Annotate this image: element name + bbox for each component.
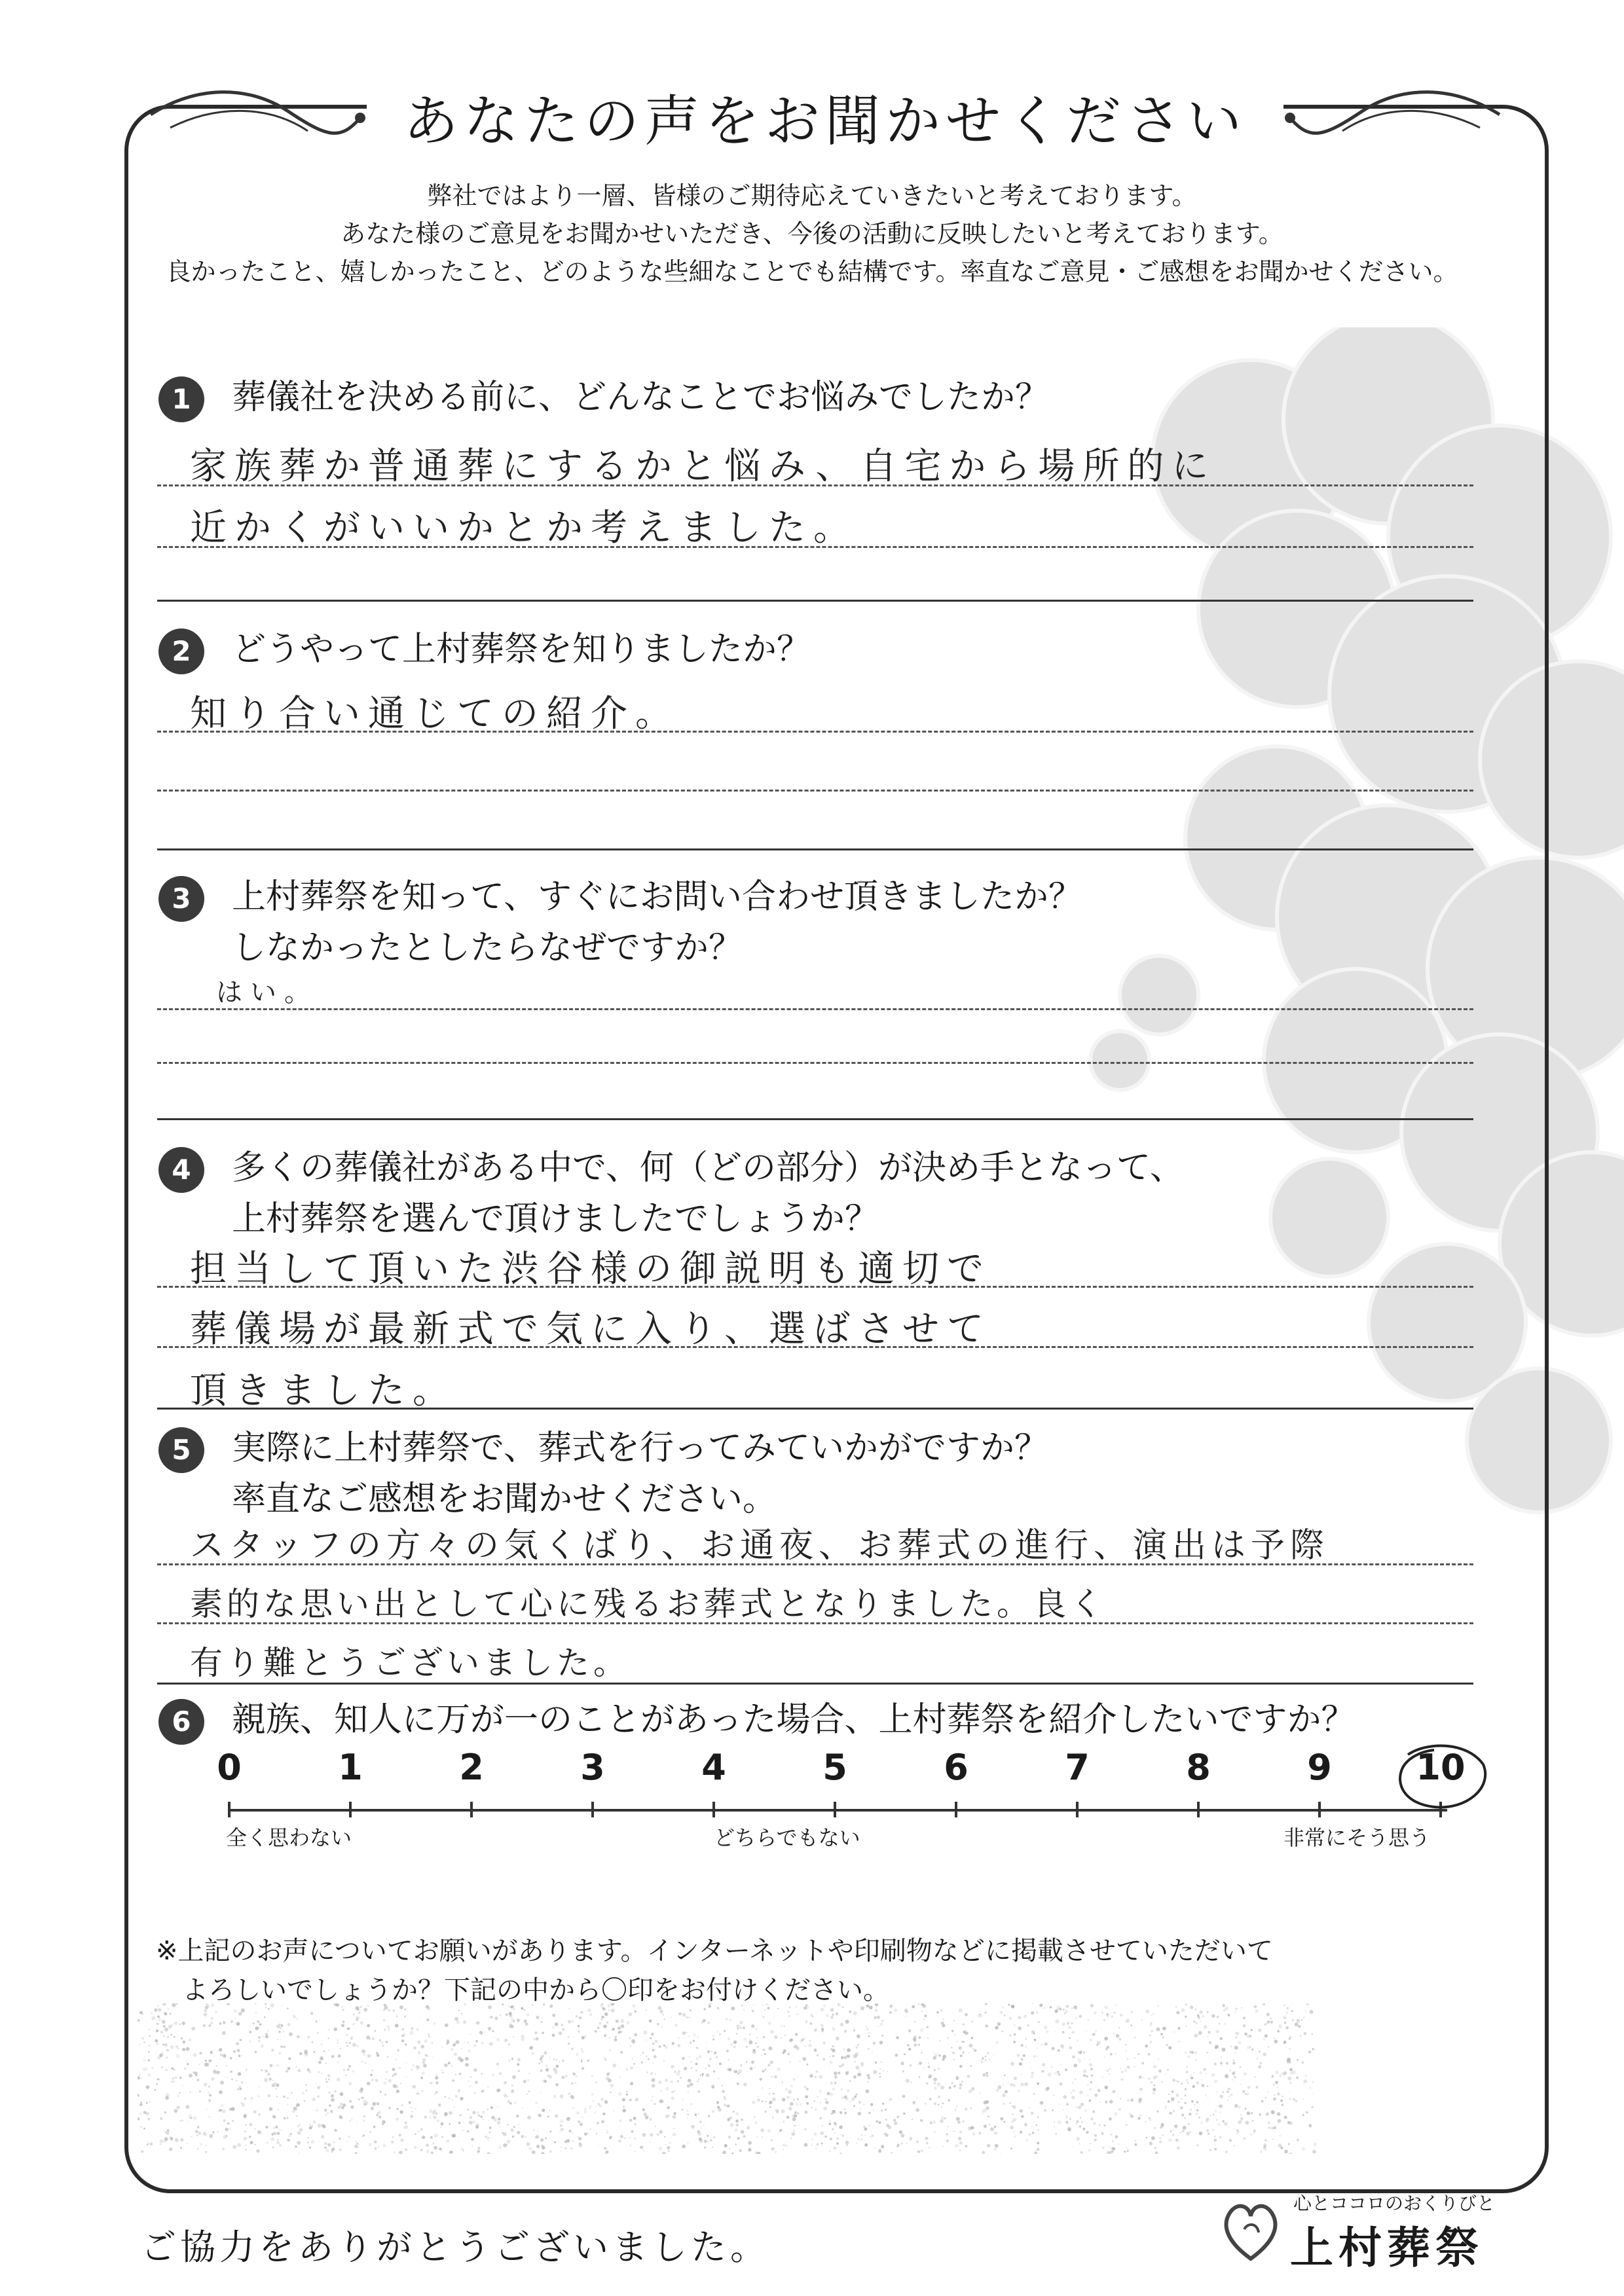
section-divider xyxy=(157,848,1473,850)
question-text: 上村葬祭を選んで頂けましたでしょうか？ xyxy=(232,1199,879,1239)
answer-text: 近かくがいいかとか考えました。 xyxy=(190,507,858,549)
scale-tick-mark xyxy=(1318,1802,1321,1817)
intro-line: あなた様のご意見をお聞かせいただき、今後の活動に反映したいと考えております。 xyxy=(341,219,1283,248)
scale-tick-mark xyxy=(1076,1802,1079,1817)
scale-tick-mark xyxy=(834,1802,836,1817)
answer-text: 知り合い通じての紹介。 xyxy=(190,693,680,735)
question-number-badge: 2 xyxy=(158,629,204,674)
left-flourish-icon xyxy=(144,79,367,151)
intro-line: 弊社ではより一層、皆様のご期待応えていきたいと考えております。 xyxy=(427,181,1197,210)
question-text: どうやって上村葬祭を知りましたか？ xyxy=(232,630,811,669)
scale-tick-label[interactable]: 10 xyxy=(1416,1747,1466,1788)
answer-text: 有り難とうございました。 xyxy=(190,1644,630,1682)
scale-tick-mark xyxy=(712,1802,715,1817)
title-container xyxy=(367,85,1283,157)
answer-text: 頂きました。 xyxy=(190,1370,457,1412)
heart-logo-icon xyxy=(1218,2193,1283,2265)
answer-line xyxy=(157,1008,1473,1010)
scale-label-mid: どちらでもない xyxy=(714,1825,860,1850)
question-text: 実際に上村葬祭で、葬式を行ってみていかがですか？ xyxy=(232,1429,1048,1468)
scale-tick-mark xyxy=(591,1802,594,1817)
intro-line: 良かったこと、嬉しかったこと、どのような些細なことでも結構です。率直なご意見・ご感想をお聞かせください。 xyxy=(166,257,1458,286)
scale-tick-label[interactable]: 4 xyxy=(701,1747,726,1788)
scale-tick-label[interactable]: 8 xyxy=(1186,1747,1211,1788)
scale-tick-label[interactable]: 1 xyxy=(338,1747,363,1788)
intro-text xyxy=(151,177,1473,291)
question-number-badge: 1 xyxy=(158,376,204,422)
question-text: 多くの葬儀社がある中で、何（どの部分）が決め手となって、 xyxy=(232,1148,1184,1188)
scale-label-right: 非常にそう思う xyxy=(1283,1825,1431,1850)
scale-tick-mark xyxy=(349,1802,352,1817)
scale-tick-label[interactable]: 7 xyxy=(1065,1747,1090,1788)
answer-line xyxy=(157,1062,1473,1064)
scale-tick-mark xyxy=(470,1802,473,1817)
selected-rating-circle-icon xyxy=(1388,1738,1493,1817)
section-divider xyxy=(157,1118,1473,1120)
note-line: ※上記のお声についてお願いがあります。インターネットや印刷物などに掲載させていただいて xyxy=(156,1936,1273,1966)
scale-tick-label[interactable]: 9 xyxy=(1307,1747,1332,1788)
question-number-badge: 5 xyxy=(158,1427,204,1473)
answer-text: 葬儀場が最新式で気に入り、選ばさせて xyxy=(190,1308,991,1351)
question-text: 親族、知人に万が一のことがあった場合、上村葬祭を紹介したいですか？ xyxy=(232,1700,1356,1740)
answer-text: はい。 xyxy=(216,977,318,1008)
publication-request-note xyxy=(156,1931,1466,2010)
logo-tagline: 心とココロのおくりびと xyxy=(1293,2193,1496,2214)
scale-tick-label[interactable]: 6 xyxy=(944,1747,969,1788)
scale-label-left: 全く思わない xyxy=(226,1825,352,1850)
section-divider xyxy=(157,600,1473,602)
answer-text: 家族葬か普通葬にするかと悩み、自宅から場所的に xyxy=(190,445,1217,488)
answer-text: スタッフの方々の気くばり、お通夜、お葬式の進行、演出は予際 xyxy=(190,1526,1330,1565)
answer-line xyxy=(157,790,1473,792)
question-number-badge: 4 xyxy=(158,1147,204,1193)
thanks-message: ご協力をありがとうございました。 xyxy=(141,2227,769,2268)
scale-tick-label[interactable]: 2 xyxy=(459,1747,484,1788)
scale-tick-mark xyxy=(228,1802,231,1817)
scan-noise-area xyxy=(138,2003,1316,2154)
answer-text: 担当して頂いた渋谷様の御説明も適切で xyxy=(190,1248,991,1290)
answer-text: 素的な思い出として心に残るお葬式となりました。良く xyxy=(190,1585,1107,1623)
scale-tick-mark xyxy=(955,1802,957,1817)
question-text: 葬儀社を決める前に、どんなことでお悩みでしたか？ xyxy=(232,378,1050,417)
scale-tick-label[interactable]: 3 xyxy=(580,1747,605,1788)
scale-axis xyxy=(229,1809,1447,1812)
scale-tick-label[interactable]: 5 xyxy=(822,1747,847,1788)
right-flourish-icon xyxy=(1283,79,1506,151)
question-text: 上村葬祭を知って、すぐにお問い合わせ頂きましたか？ xyxy=(232,877,1082,917)
scale-tick-mark xyxy=(1197,1802,1200,1817)
note-line: よろしいでしょうか？下記の中から〇印をお付けください。 xyxy=(182,1975,889,2005)
logo-name: 上村葬祭 xyxy=(1290,2222,1484,2273)
question-text: 率直なご感想をお聞かせください。 xyxy=(232,1480,777,1519)
page-title: あなたの声をお聞かせください xyxy=(403,89,1247,153)
scale-tick-label[interactable]: 0 xyxy=(217,1747,242,1788)
question-text: しなかったとしたらなぜですか？ xyxy=(232,928,743,968)
company-logo xyxy=(1218,2180,1506,2285)
question-number-badge: 6 xyxy=(158,1699,204,1745)
question-number-badge: 3 xyxy=(158,876,204,922)
